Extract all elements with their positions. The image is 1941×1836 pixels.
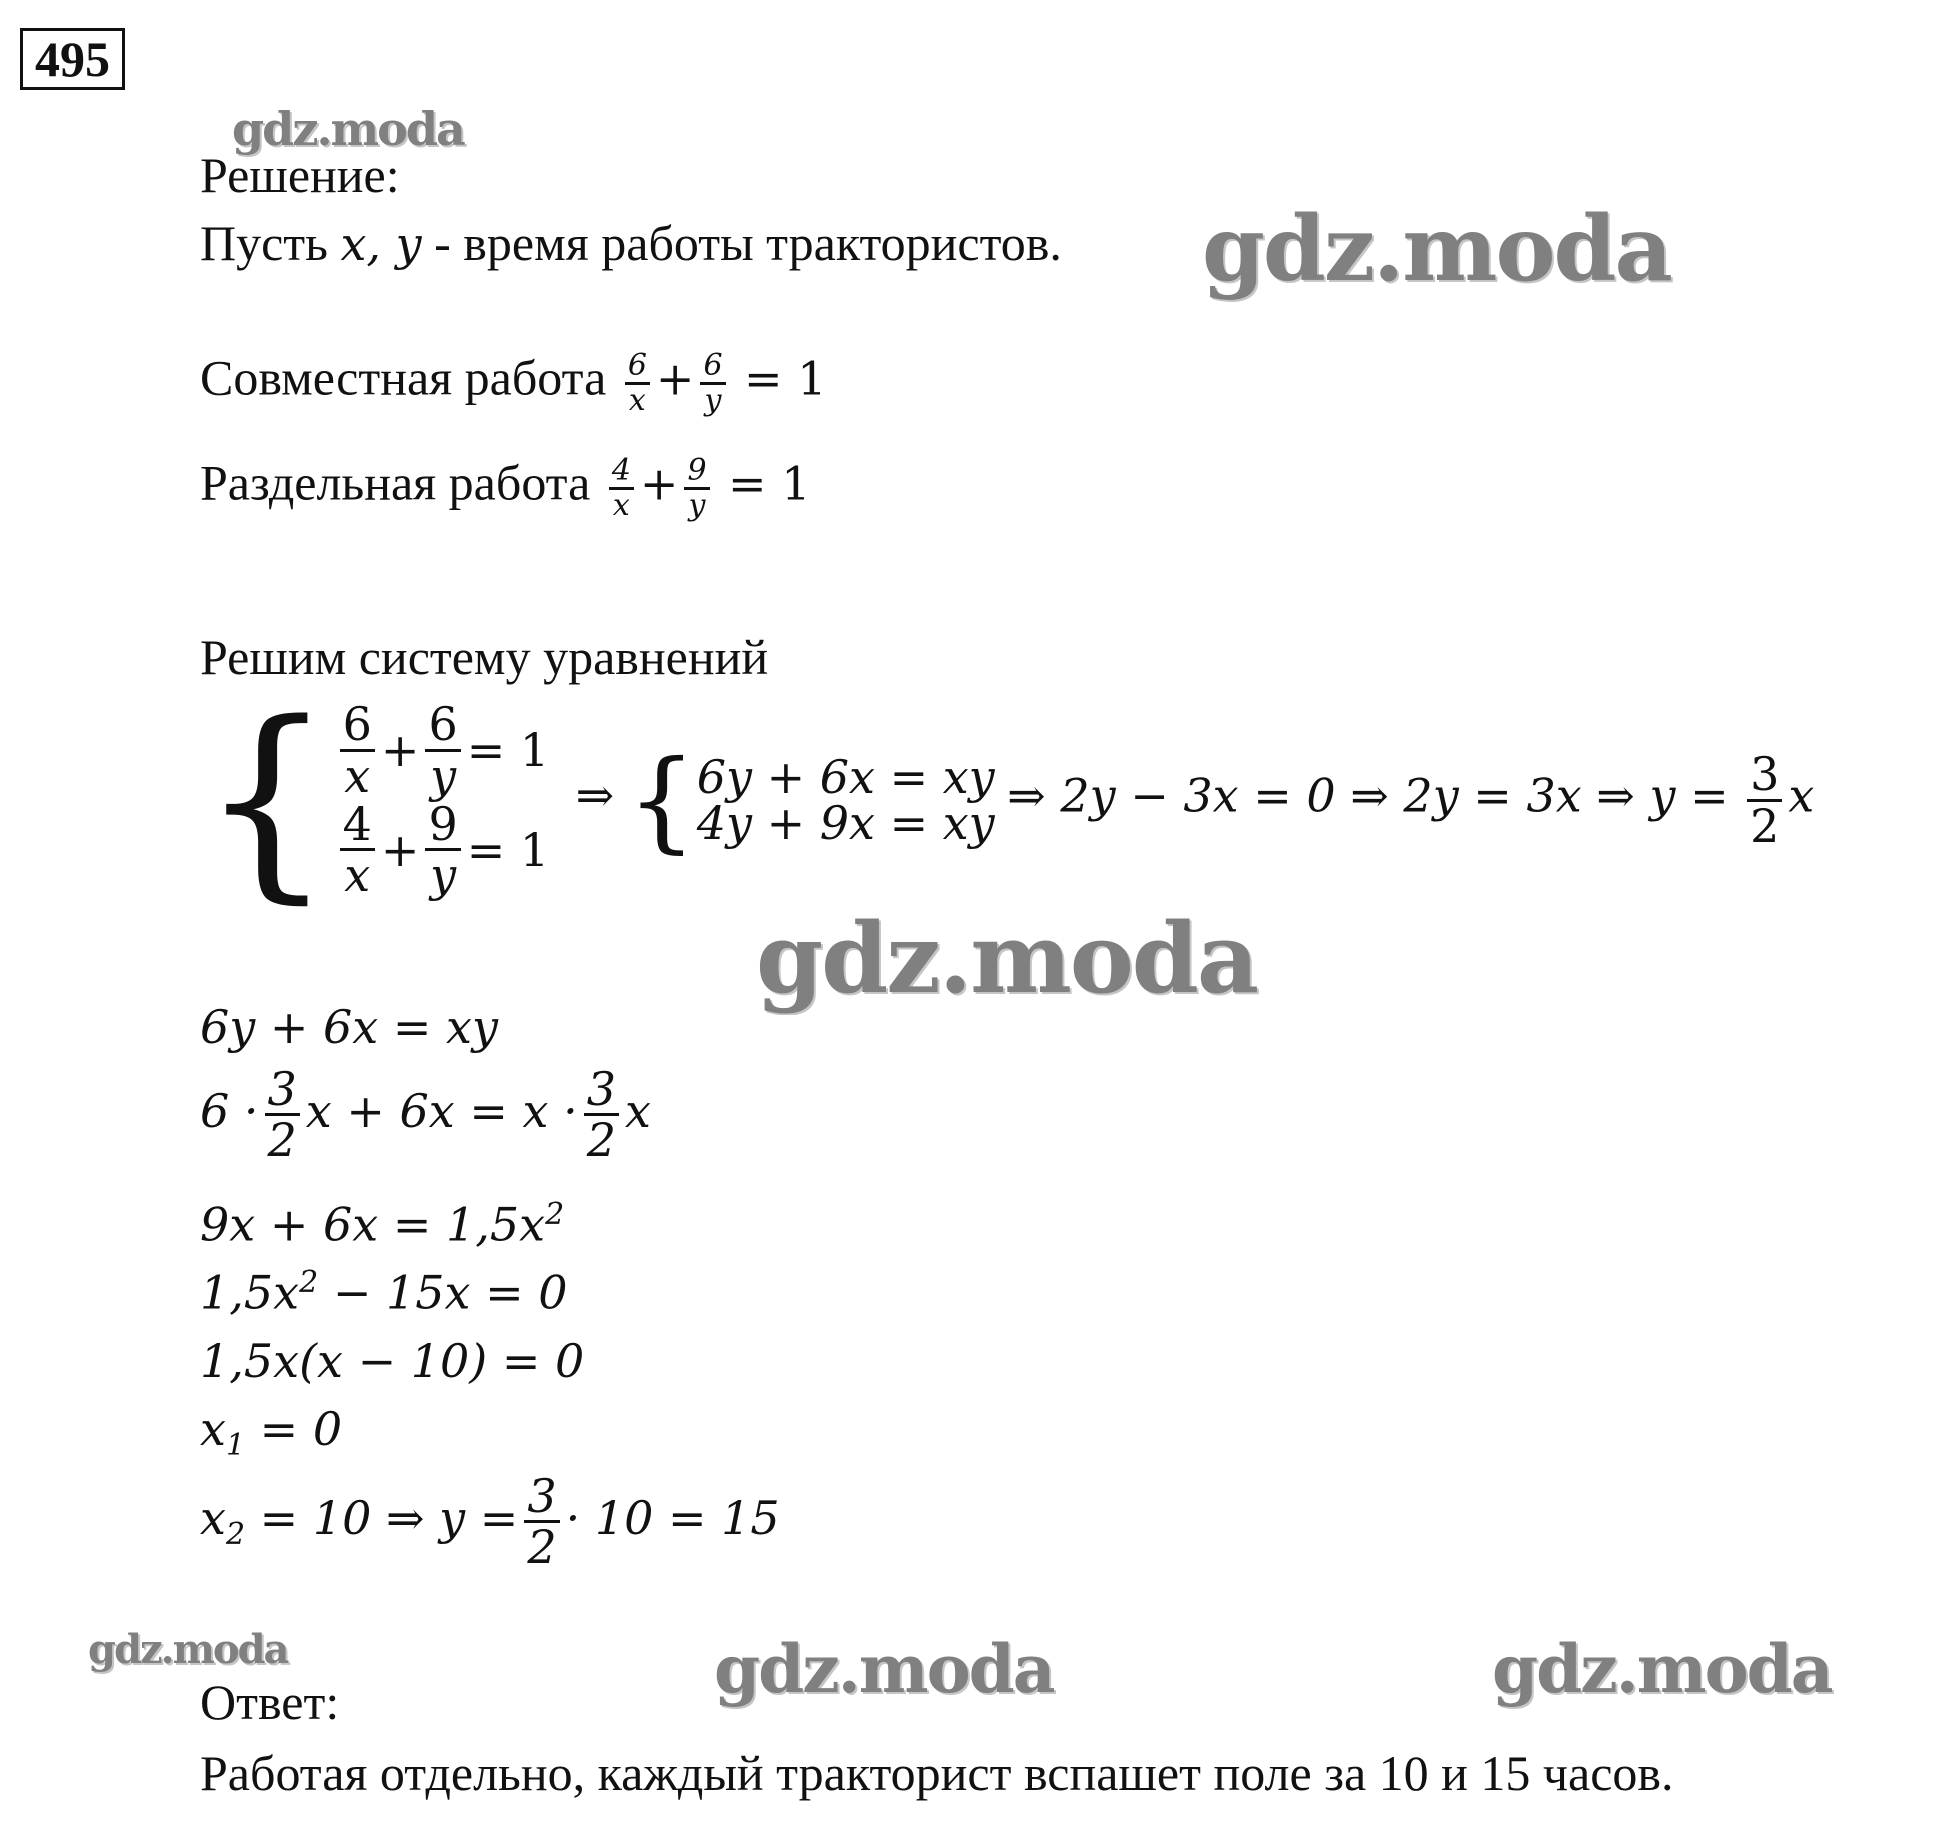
system-block xyxy=(200,677,1815,922)
watermark-bottom-center: gdz.moda xyxy=(714,1630,1054,1708)
step-3: $9x + 6x = 1,5x^2$ xyxy=(200,1197,565,1252)
separate-work-line xyxy=(200,455,810,521)
intro-before: Пусть xyxy=(200,215,328,271)
system-arrow: ⇒ xyxy=(575,768,615,823)
intro-vars: x, y xyxy=(340,217,422,271)
step-5: 1,5x(x − 10) = 0 xyxy=(200,1334,585,1388)
step-2: 6 · $\frac{3}{2}$ x + 6x = x · $\frac{3}{2}$ x xyxy=(200,1062,651,1168)
system-1-brace: { xyxy=(200,677,334,922)
watermark-large-top: gdz.moda xyxy=(1202,196,1671,302)
joint-rhs: = 1 xyxy=(744,351,827,406)
separate-label: Раздельная работа xyxy=(200,454,591,511)
system-chain: ⇒ 2y − 3x = 0 ⇒ 2y = 3x ⇒ y = xyxy=(1007,768,1729,823)
joint-work-line xyxy=(200,350,826,416)
watermark-small-top: gdz.moda xyxy=(232,102,464,156)
joint-frac-2: $\frac{6}{y}$ xyxy=(700,350,725,416)
system-2-eq2: 4y + 9x = xy xyxy=(696,796,995,850)
system-2-eq1: 6y + 6x = xy xyxy=(696,750,995,804)
joint-label: Совместная работа xyxy=(200,349,607,406)
system-1 xyxy=(200,677,550,922)
separate-plus: + xyxy=(639,456,679,511)
answer-text: Работая отдельно, каждый тракторист вспашет поле за 10 и 15 часов. xyxy=(200,1745,1674,1801)
joint-frac-1: $\frac{6}{x}$ xyxy=(625,350,650,416)
system-1-eq2: $\frac{4}{x}$ + $\frac{9}{y}$ = 1 xyxy=(334,800,550,900)
problem-number: 495 xyxy=(20,28,125,90)
step-6: $x_1 = 0$ xyxy=(200,1402,343,1464)
system-label: Решим систему уравнений xyxy=(200,629,769,685)
separate-rhs: = 1 xyxy=(728,456,811,511)
system-1-eq1: $\frac{6}{x}$ + $\frac{6}{y}$ = 1 xyxy=(334,700,550,800)
solution-label: Решение: xyxy=(200,147,400,203)
separate-frac-1: $\frac{4}{x}$ xyxy=(609,455,634,521)
watermark-large-middle: gdz.moda xyxy=(756,902,1258,1015)
step-1: 6y + 6x = xy xyxy=(200,1000,498,1054)
step-7: $x_2 = 10$ ⇒ y = $\frac{3}{2}$ · 10 = 15 xyxy=(200,1469,780,1575)
intro-line xyxy=(200,215,1062,271)
joint-plus: + xyxy=(655,351,695,406)
answer-label: Ответ: xyxy=(200,1674,340,1730)
watermark-bottom-right: gdz.moda xyxy=(1492,1630,1832,1708)
separate-frac-2: $\frac{9}{y}$ xyxy=(684,455,709,521)
system-chain-end: x xyxy=(1788,768,1815,823)
system-2 xyxy=(626,736,995,864)
step-4: $1,5x^2 - 15x = 0$ xyxy=(200,1265,568,1320)
intro-after: - время работы трактористов. xyxy=(434,215,1062,271)
watermark-small-bottom: gdz.moda xyxy=(88,1626,288,1673)
system-chain-frac: $\frac{3}{2}$ xyxy=(1747,750,1782,850)
system-2-brace: { xyxy=(626,736,697,864)
